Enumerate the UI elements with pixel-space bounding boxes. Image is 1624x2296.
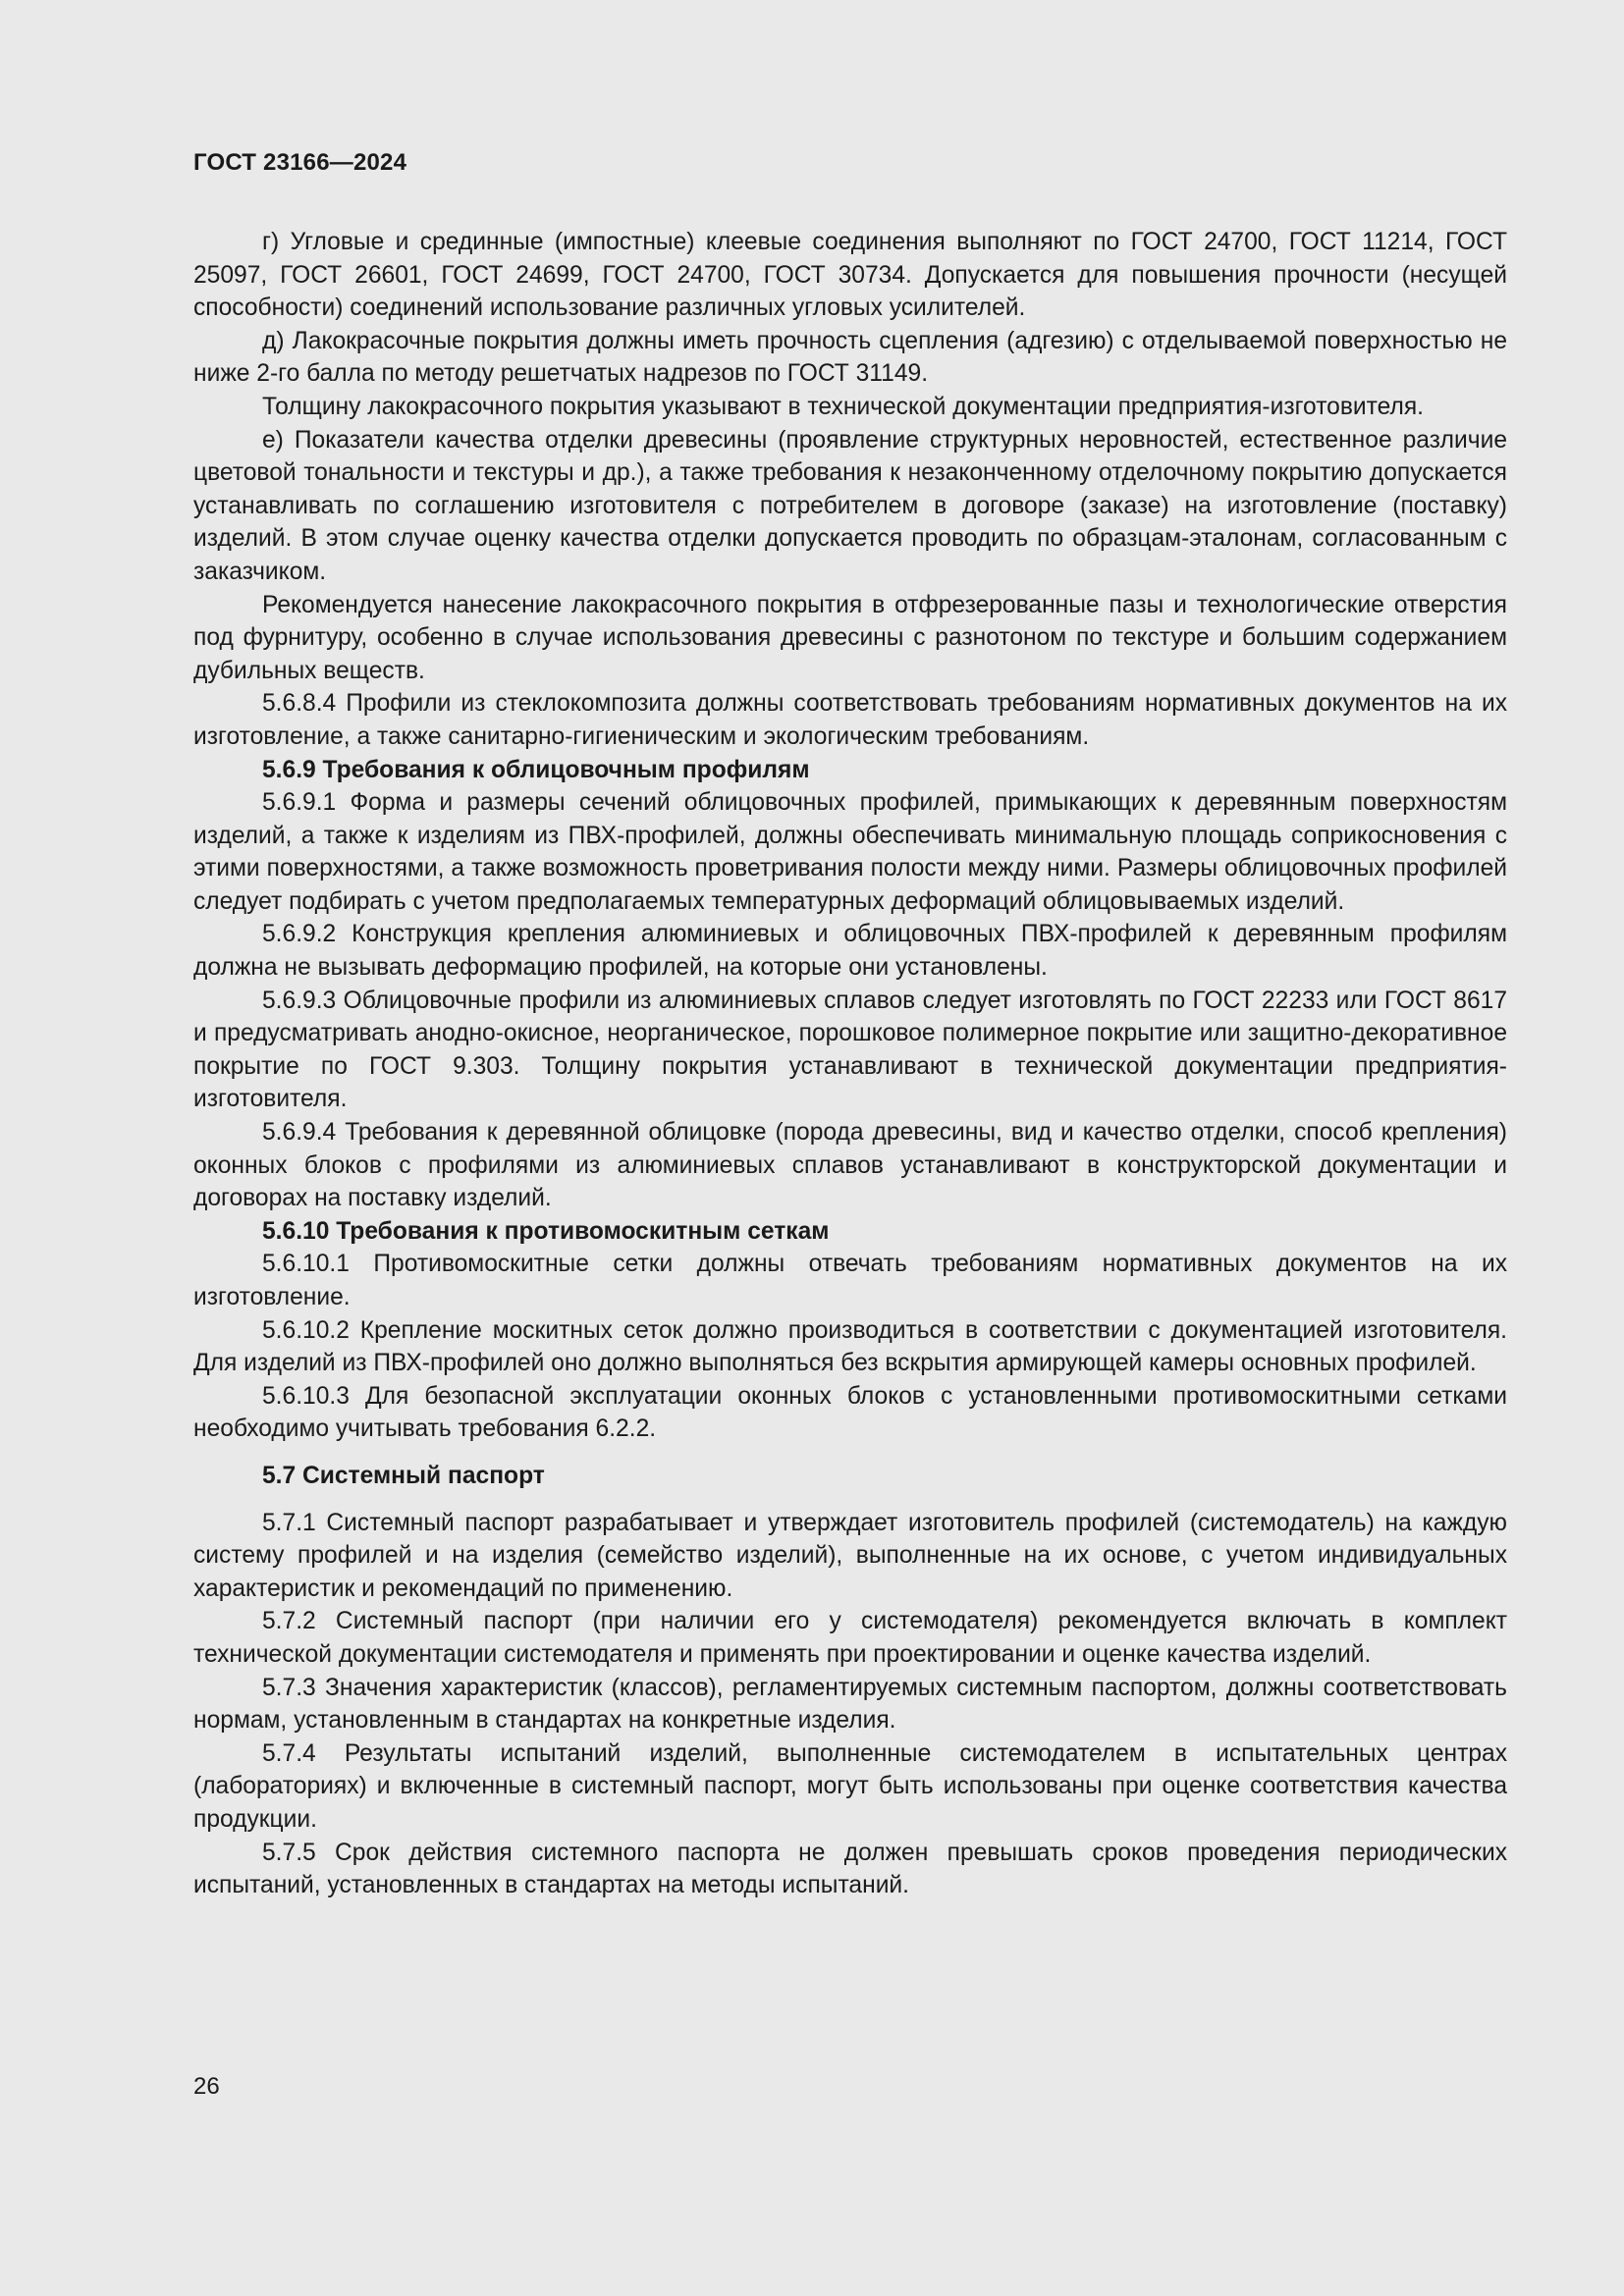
clause-5-6-10-3: 5.6.10.3 Для безопасной эксплуатации оконных блоков с установленными противомоскитными сетками необходимо учитывать требования 6.2.2. <box>193 1382 1507 1443</box>
clause-5-7-2: 5.7.2 Системный паспорт (при наличии его у системодателя) рекомендуется включать в комплект технической документации системодателя и применять при проектировании и оценке качества изделий. <box>193 1608 1507 1668</box>
paragraph-item-e: е) Показатели качества отделки древесины (проявление структурных неровностей, естественное различие цветовой тональности и текстуры и др.), а также требования к незаконченному отделочному покрытию допускается устанавливать по соглашению изготовителя с потребителем в договоре (заказе) на изготовление (поставку) изделий. В этом случае оценку качества отделки допускается проводить по образцам-эталонам, согласованным с заказчиком. <box>193 426 1507 585</box>
page-number: 26 <box>193 2073 220 2100</box>
clause-5-7-1: 5.7.1 Системный паспорт разрабатывает и утверждает изготовитель профилей (системодатель) на каждую систему профилей и на изделия (семейство изделий), выполненные на их основе, с учетом индивидуальных характеристик и рекомендаций по применению. <box>193 1509 1507 1602</box>
clause-5-6-10-2: 5.6.10.2 Крепление москитных сеток должно производиться в соответствии с документацией изготовителя. Для изделий из ПВХ-профилей оно должно выполняться без вскрытия армирующей камеры основных профилей. <box>193 1316 1507 1377</box>
paragraph-recommendation: Рекомендуется нанесение лакокрасочного покрытия в отфрезерованные пазы и технологические отверстия под фурнитуру, особенно в случае использования древесины с разнотоном по текстуре и большим содержанием дубильных веществ. <box>193 591 1507 684</box>
clause-5-6-9-3: 5.6.9.3 Облицовочные профили из алюминиевых сплавов следует изготовлять по ГОСТ 22233 или ГОСТ 8617 и предусматривать анодно-окисное, неорганическое, порошковое полимерное покрытие или защитно-декоративное покрытие по ГОСТ 9.303. Толщину покрытия устанавливают в технической документации предприятия-изготовителя. <box>193 987 1507 1113</box>
subsection-heading-5-6-9: 5.6.9 Требования к облицовочным профилям <box>262 756 810 783</box>
clause-5-6-9-1: 5.6.9.1 Форма и размеры сечений облицовочных профилей, примыкающих к деревянным поверхностям изделий, а также к изделиям из ПВХ-профилей, должны обеспечивать минимальную площадь соприкосновения с этими поверхностями, а также возможность проветривания полости между ними. Размеры облицовочных профилей следует подбирать с учетом предполагаемых температурных деформаций облицовываемых изделий. <box>193 789 1507 915</box>
clause-5-6-9-4: 5.6.9.4 Требования к деревянной облицовке (порода древесины, вид и качество отделки, способ крепления) оконных блоков с профилями из алюминиевых сплавов устанавливают в конструкторской документации и договорах на поставку изделий. <box>193 1119 1507 1212</box>
paragraph-item-g: г) Угловые и срединные (импостные) клеевые соединения выполняют по ГОСТ 24700, ГОСТ 11214, ГОСТ 25097, ГОСТ 26601, ГОСТ 24699, ГОСТ 24700, ГОСТ 30734. Допускается для повышения прочности (несущей способности) соединений использование различных угловых усилителей. <box>193 229 1507 322</box>
clause-5-7-5: 5.7.5 Срок действия системного паспорта не должен превышать сроков проведения периодических испытаний, установленных в стандартах на методы испытаний. <box>193 1839 1507 1899</box>
clause-5-7-3: 5.7.3 Значения характеристик (классов), регламентируемых системным паспортом, должны соответствовать нормам, установленным в стандартах на конкретные изделия. <box>193 1674 1507 1735</box>
subsection-heading-5-6-10: 5.6.10 Требования к противомоскитным сеткам <box>262 1217 830 1245</box>
clause-5-6-9-2: 5.6.9.2 Конструкция крепления алюминиевых и облицовочных ПВХ-профилей к деревянным профилям должна не вызывать деформацию профилей, на которые они установлены. <box>193 921 1507 982</box>
clause-5-6-10-1: 5.6.10.1 Противомоскитные сетки должны отвечать требованиям нормативных документов на их изготовление. <box>193 1251 1507 1310</box>
paragraph-coating-thickness: Толщину лакокрасочного покрытия указывают в технической документации предприятия-изготовителя. <box>262 393 1425 420</box>
document-header: ГОСТ 23166—2024 <box>193 149 407 176</box>
clause-5-6-8-4: 5.6.8.4 Профили из стеклокомпозита должны соответствовать требованиям нормативных документов на их изготовление, а также санитарно-гигиеническим и экологическим требованиям. <box>193 690 1507 750</box>
section-heading-5-7: 5.7 Системный паспорт <box>262 1462 545 1489</box>
paragraph-item-d: д) Лакокрасочные покрытия должны иметь прочность сцепления (адгезию) с отделываемой поверхностью не ниже 2-го балла по методу решетчатых надрезов по ГОСТ 31149. <box>193 327 1507 388</box>
document-body <box>193 226 1507 1902</box>
clause-5-7-4: 5.7.4 Результаты испытаний изделий, выполненные системодателем в испытательных центрах (лабораториях) и включенные в системный паспорт, могут быть использованы при оценке соответствия качества продукции. <box>193 1739 1507 1833</box>
